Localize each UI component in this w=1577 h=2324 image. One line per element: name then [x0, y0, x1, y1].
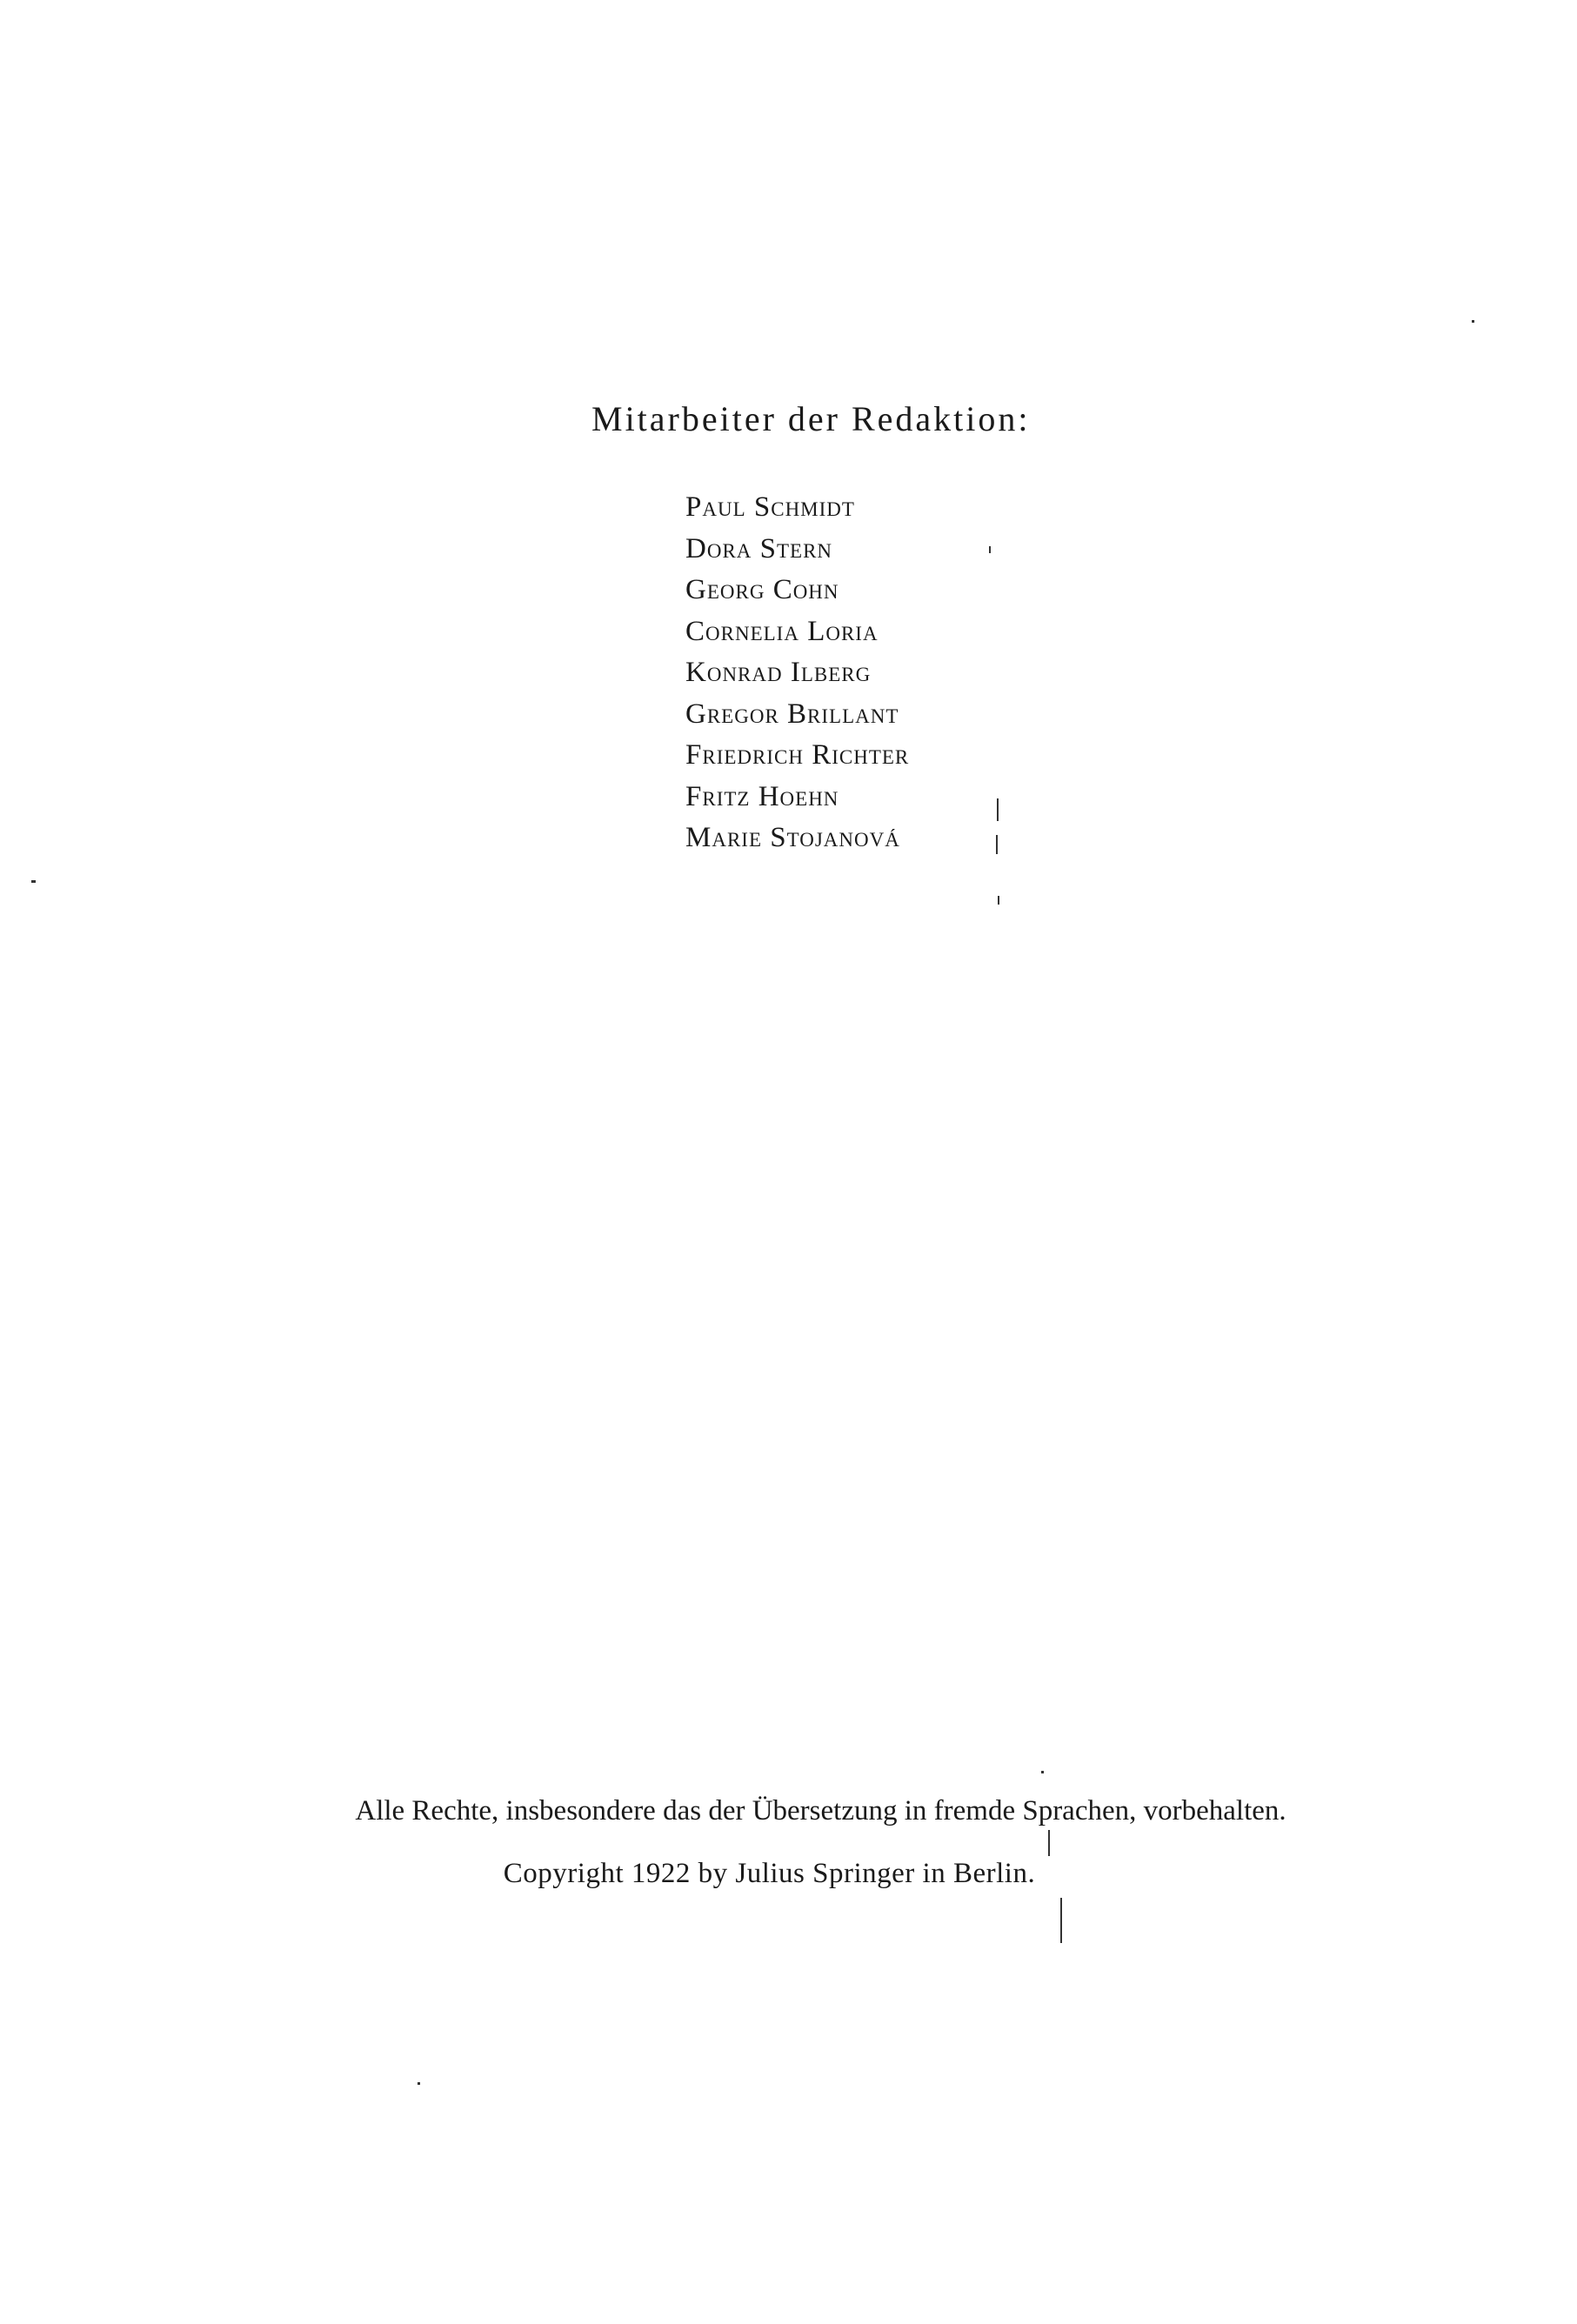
scan-speck: [418, 2082, 420, 2085]
scan-speck: [997, 798, 999, 821]
contributor-name: Dora Stern: [685, 532, 833, 564]
contributor-name: Marie Stojanová: [685, 822, 900, 853]
contributor-name: Konrad Ilberg: [685, 657, 872, 688]
scan-speck: [1041, 1771, 1044, 1773]
scan-speck: [1048, 1830, 1050, 1856]
scan-speck: [1472, 320, 1474, 323]
scan-speck: [996, 835, 998, 854]
scan-speck: [1060, 1898, 1062, 1943]
contributor-name: Fritz Hoehn: [685, 780, 839, 812]
contributor-list: [685, 487, 909, 859]
contributor-name: Gregor Brillant: [685, 698, 899, 730]
contributor-name: Paul Schmidt: [685, 491, 855, 523]
contributor-name: Friedrich Richter: [685, 739, 910, 771]
contributor-name: Cornelia Loria: [685, 615, 879, 647]
scan-speck: [989, 546, 991, 553]
editorial-staff-heading: Mitarbeiter der Redaktion:: [591, 399, 1031, 438]
scan-speck: [31, 880, 36, 883]
copyright-notice: Copyright 1922 by Julius Springer in Berlin.: [503, 1858, 1036, 1889]
rights-notice: Alle Rechte, insbesondere das der Übersetzung in fremde Sprachen, vorbehalten.: [355, 1795, 1286, 1826]
scan-speck: [998, 896, 999, 905]
contributor-name: Georg Cohn: [685, 574, 839, 605]
